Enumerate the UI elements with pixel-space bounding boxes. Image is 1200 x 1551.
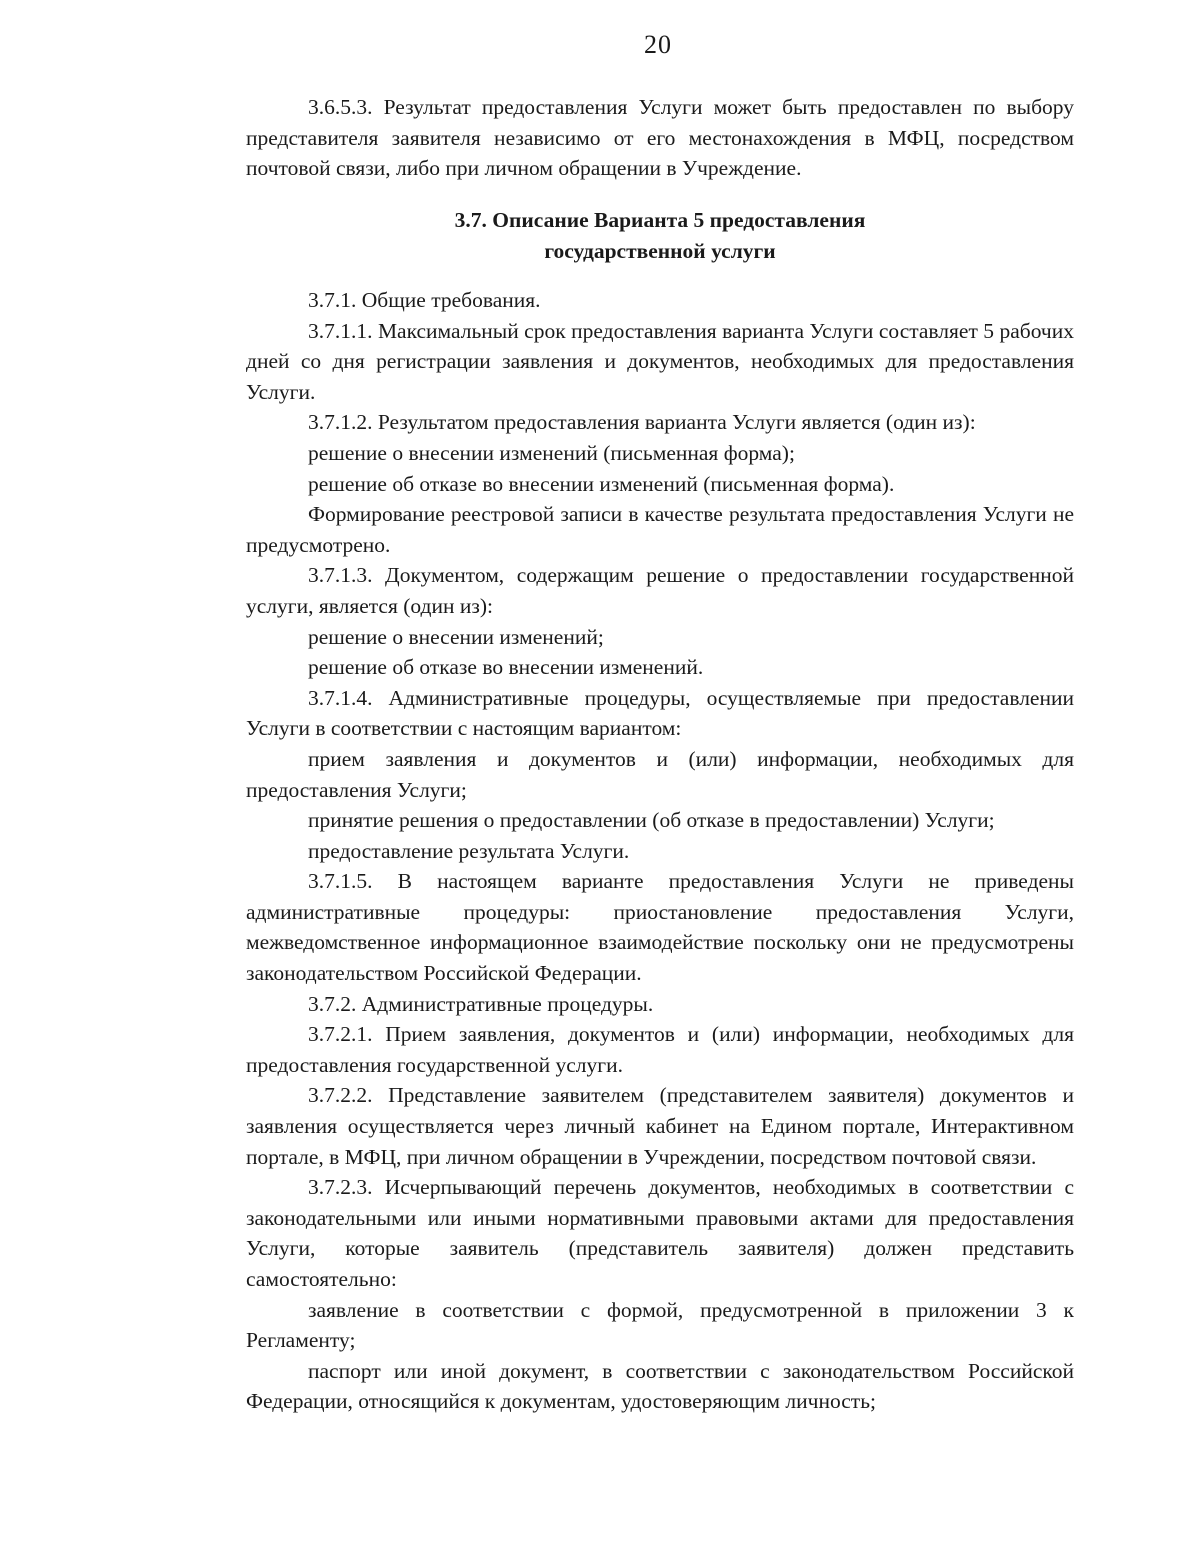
paragraph: 3.7.1.2. Результатом предоставления варианта Услуги является (один из): bbox=[308, 410, 976, 435]
paragraph: Формирование реестровой записи в качестве результата предоставления Услуги не предусмотрено. bbox=[246, 502, 1074, 557]
section-heading-line-2: государственной услуги bbox=[544, 238, 776, 263]
paragraph: 3.7.2. Административные процедуры. bbox=[308, 991, 654, 1016]
paragraph: 3.7.1.5. В настоящем варианте предоставления Услуги не приведены административные процедуры: приостановление предоставления Услуги, межведомственное информационное взаимодействие поскольку они не предусмотрены законодательством Российской Федерации. bbox=[246, 869, 1074, 986]
paragraph: 3.7.1.1. Максимальный срок предоставления варианта Услуги составляет 5 рабочих дней со дня регистрации заявления и документов, необходимых для предоставления Услуги. bbox=[246, 318, 1074, 404]
paragraph: 3.7.1. Общие требования. bbox=[308, 288, 541, 312]
list-item: решение о внесении изменений (письменная форма); bbox=[308, 440, 795, 465]
list-item: предоставление результата Услуги. bbox=[308, 838, 630, 863]
page-number: 20 bbox=[644, 30, 672, 59]
main-text-block bbox=[246, 285, 1074, 1417]
list-item: решение об отказе во внесении изменений. bbox=[308, 655, 704, 680]
list-item: решение об отказе во внесении изменений (письменная форма). bbox=[308, 471, 895, 496]
list-item: заявление в соответствии с формой, предусмотренной в приложении 3 к Регламенту; bbox=[246, 1297, 1074, 1353]
paragraph: 3.7.1.3. Документом, содержащим решение о предоставлении государственной услуги, является (один из): bbox=[246, 563, 1074, 618]
top-text-block bbox=[246, 92, 1074, 184]
list-item: прием заявления и документов и (или) информации, необходимых для предоставления Услуги; bbox=[246, 746, 1074, 802]
section-heading bbox=[246, 205, 1074, 266]
paragraph: 3.7.2.2. Представление заявителем (представителем заявителя) документов и заявления осуществляется через личный кабинет на Едином портале, Интерактивном портале, в МФЦ, при личном обращении в Учреждении, посредством почтовой связи. bbox=[246, 1083, 1074, 1169]
list-item: решение о внесении изменений; bbox=[308, 624, 604, 649]
paragraph: 3.7.2.1. Прием заявления, документов и (или) информации, необходимых для предоставления государственной услуги. bbox=[246, 1022, 1074, 1077]
paragraph: 3.7.1.4. Административные процедуры, осуществляемые при предоставлении Услуги в соответствии с настоящим вариантом: bbox=[246, 685, 1074, 741]
section-heading-line-1: 3.7. Описание Варианта 5 предоставления bbox=[454, 208, 866, 232]
paragraph: 3.7.2.3. Исчерпывающий перечень документов, необходимых в соответствии с законодательными или иными нормативными правовыми актами для предоставления Услуги, которые заявитель (представитель заявителя) должен представить самостоятельно: bbox=[246, 1175, 1074, 1291]
paragraph-3-6-5-3: 3.6.5.3. Результат предоставления Услуги может быть предоставлен по выбору представителя заявителя независимо от его местонахождения в МФЦ, посредством почтовой связи, либо при личном обращении в Учреждение. bbox=[246, 95, 1074, 181]
list-item: принятие решения о предоставлении (об отказе в предоставлении) Услуги; bbox=[308, 808, 995, 833]
list-item: паспорт или иной документ, в соответствии с законодательством Российской Федерации, относящийся к документам, удостоверяющим личность; bbox=[246, 1358, 1074, 1414]
